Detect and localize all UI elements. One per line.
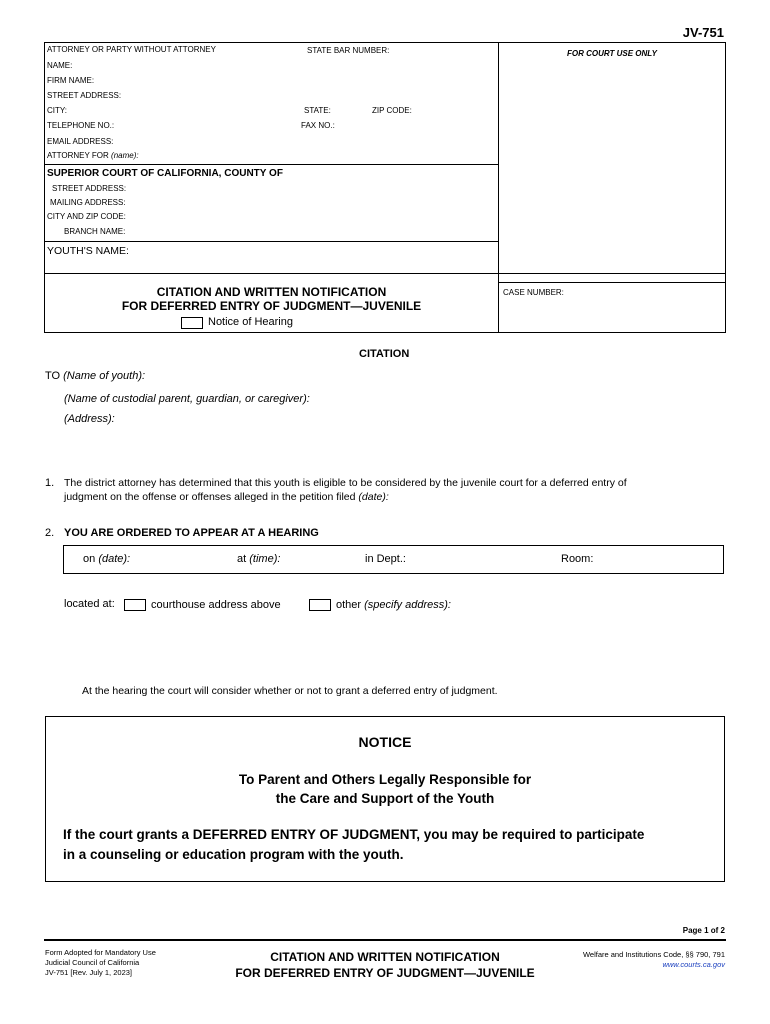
hearing-room-field[interactable]: Room: [561,553,594,565]
item2-heading: YOU ARE ORDERED TO APPEAR AT A HEARING [64,527,319,539]
telephone-label[interactable]: TELEPHONE NO.: [47,121,115,130]
item1-line1: The district attorney has determined that this youth is eligible to be considered by the juvenile court for a deferred entry of [64,477,627,489]
hearing-dept-field[interactable]: in Dept.: [365,553,406,565]
notice-of-hearing-checkbox[interactable] [181,317,203,329]
to-youth-label[interactable]: TO (Name of youth): [45,370,146,382]
notice-body2: in a counseling or education program with the youth. [63,847,404,862]
court-street-label[interactable]: STREET ADDRESS: [52,184,127,193]
hearing-time-field[interactable]: at (time): [237,553,281,565]
other-address-checkbox[interactable] [309,599,331,611]
firm-label[interactable]: FIRM NAME: [47,76,95,85]
footer-rule [44,939,726,941]
item2-number: 2. [45,527,55,539]
courthouse-checkbox[interactable] [124,599,146,611]
footer-adopted1: Form Adopted for Mandatory Use [45,948,156,957]
page-number: Page 1 of 2 [682,926,725,935]
address-label[interactable]: (Address): [64,413,115,425]
citation-heading: CITATION [359,348,410,360]
state-bar-label: STATE BAR NUMBER: [307,46,390,55]
consider-text: At the hearing the court will consider whether or not to grant a deferred entry of judgment. [82,685,498,697]
court-mailing-label[interactable]: MAILING ADDRESS: [50,198,126,207]
notice-body1: If the court grants a DEFERRED ENTRY OF JUDGMENT, you may be required to participate [63,827,645,842]
footer-adopted3: JV-751 [Rev. July 1, 2023] [45,968,132,977]
attorney-label: ATTORNEY OR PARTY WITHOUT ATTORNEY [47,45,216,54]
court-branch-label[interactable]: BRANCH NAME: [64,227,126,236]
zip-label[interactable]: ZIP CODE: [372,106,412,115]
court-city-label[interactable]: CITY AND ZIP CODE: [47,212,126,221]
caption-title-line2: FOR DEFERRED ENTRY OF JUDGMENT—JUVENILE [121,299,422,313]
attorney-for-label[interactable]: ATTORNEY FOR (name): [47,151,139,160]
form-id: JV-751 [682,25,724,40]
notice-sub2: the Care and Support of the Youth [275,791,495,806]
footer-adopted2: Judicial Council of California [45,958,140,967]
court-use-label: FOR COURT USE ONLY [567,49,657,58]
city-label[interactable]: CITY: [47,106,68,115]
caption-title-line1: CITATION AND WRITTEN NOTIFICATION [156,285,387,299]
item1-line2[interactable]: judgment on the offense or offenses alleged in the petition filed (date): [64,491,389,503]
parent-label[interactable]: (Name of custodial parent, guardian, or caregiver): [64,393,310,405]
name-label[interactable]: NAME: [47,61,73,70]
notice-heading: NOTICE [358,734,412,750]
other-address-label[interactable]: other (specify address): [336,599,451,611]
located-at-label: located at: [64,598,115,610]
court-heading: SUPERIOR COURT OF CALIFORNIA, COUNTY OF [47,168,283,179]
courthouse-label: courthouse address above [151,599,281,611]
footer-website-link[interactable]: www.courts.ca.gov [662,960,725,969]
footer-title2: FOR DEFERRED ENTRY OF JUDGMENT—JUVENILE [235,966,535,980]
email-label[interactable]: EMAIL ADDRESS: [47,137,114,146]
notice-sub1: To Parent and Others Legally Responsible for [238,772,532,787]
youth-name-label[interactable]: YOUTH'S NAME: [47,245,129,257]
item1-number: 1. [45,477,55,489]
footer-code: Welfare and Institutions Code, §§ 790, 791 [582,950,725,959]
street-label[interactable]: STREET ADDRESS: [47,91,122,100]
notice-of-hearing-label: Notice of Hearing [208,316,293,328]
fax-label[interactable]: FAX NO.: [301,121,335,130]
hearing-date-field[interactable]: on (date): [83,553,131,565]
footer-title1: CITATION AND WRITTEN NOTIFICATION [270,950,500,964]
state-label[interactable]: STATE: [304,106,331,115]
case-number-label[interactable]: CASE NUMBER: [503,288,564,297]
